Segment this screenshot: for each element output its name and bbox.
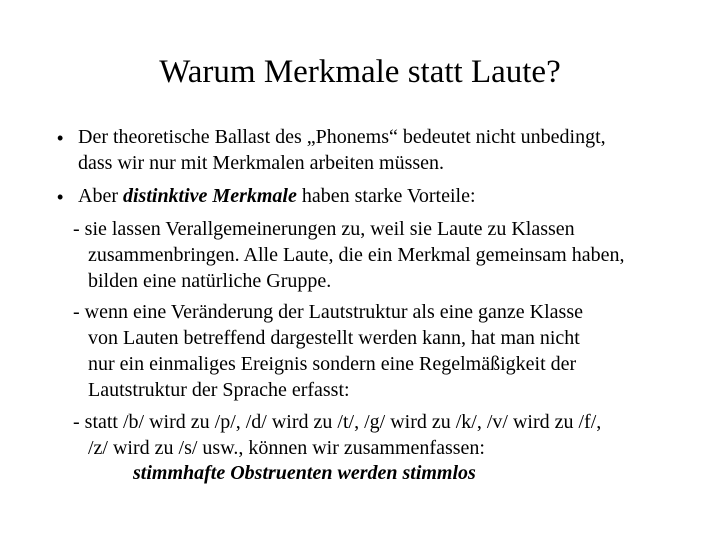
bullet-icon: • bbox=[57, 128, 64, 148]
point2-line2: von Lauten betreffend dargestellt werden kann, hat man nicht bbox=[88, 327, 580, 349]
bullet2-prefix: Aber bbox=[78, 185, 123, 207]
point2-line1: - wenn eine Veränderung der Lautstruktur als eine ganze Klasse bbox=[73, 301, 583, 323]
conclusion-text: stimmhafte Obstruenten werden stimmlos bbox=[133, 462, 476, 484]
point1-line2: zusammenbringen. Alle Laute, die ein Merkmal gemeinsam haben, bbox=[88, 244, 625, 266]
slide-title: Warum Merkmale statt Laute? bbox=[159, 54, 561, 90]
point1-line3: bilden eine natürliche Gruppe. bbox=[88, 270, 332, 292]
bullet1-line1: Der theoretische Ballast des „Phonems“ bedeutet nicht unbedingt, bbox=[78, 126, 606, 148]
point3-line1: - statt /b/ wird zu /p/, /d/ wird zu /t/, /g/ wird zu /k/, /v/ wird zu /f/, bbox=[73, 411, 602, 433]
point2-line3: nur ein einmaliges Ereignis sondern eine Regelmäßigkeit der bbox=[88, 353, 577, 375]
bullet-icon: • bbox=[57, 187, 64, 207]
bullet2-line bbox=[78, 184, 476, 208]
bullet1-line2: dass wir nur mit Merkmalen arbeiten müssen. bbox=[78, 152, 445, 174]
bullet2-emphasis: distinktive Merkmale bbox=[122, 185, 297, 207]
point2-line4: Lautstruktur der Sprache erfasst: bbox=[88, 379, 350, 401]
point1-line1: - sie lassen Verallgemeinerungen zu, weil sie Laute zu Klassen bbox=[73, 218, 575, 240]
bullet2-suffix: haben starke Vorteile: bbox=[296, 185, 476, 207]
point3-line2: /z/ wird zu /s/ usw., können wir zusammenfassen: bbox=[88, 437, 485, 459]
